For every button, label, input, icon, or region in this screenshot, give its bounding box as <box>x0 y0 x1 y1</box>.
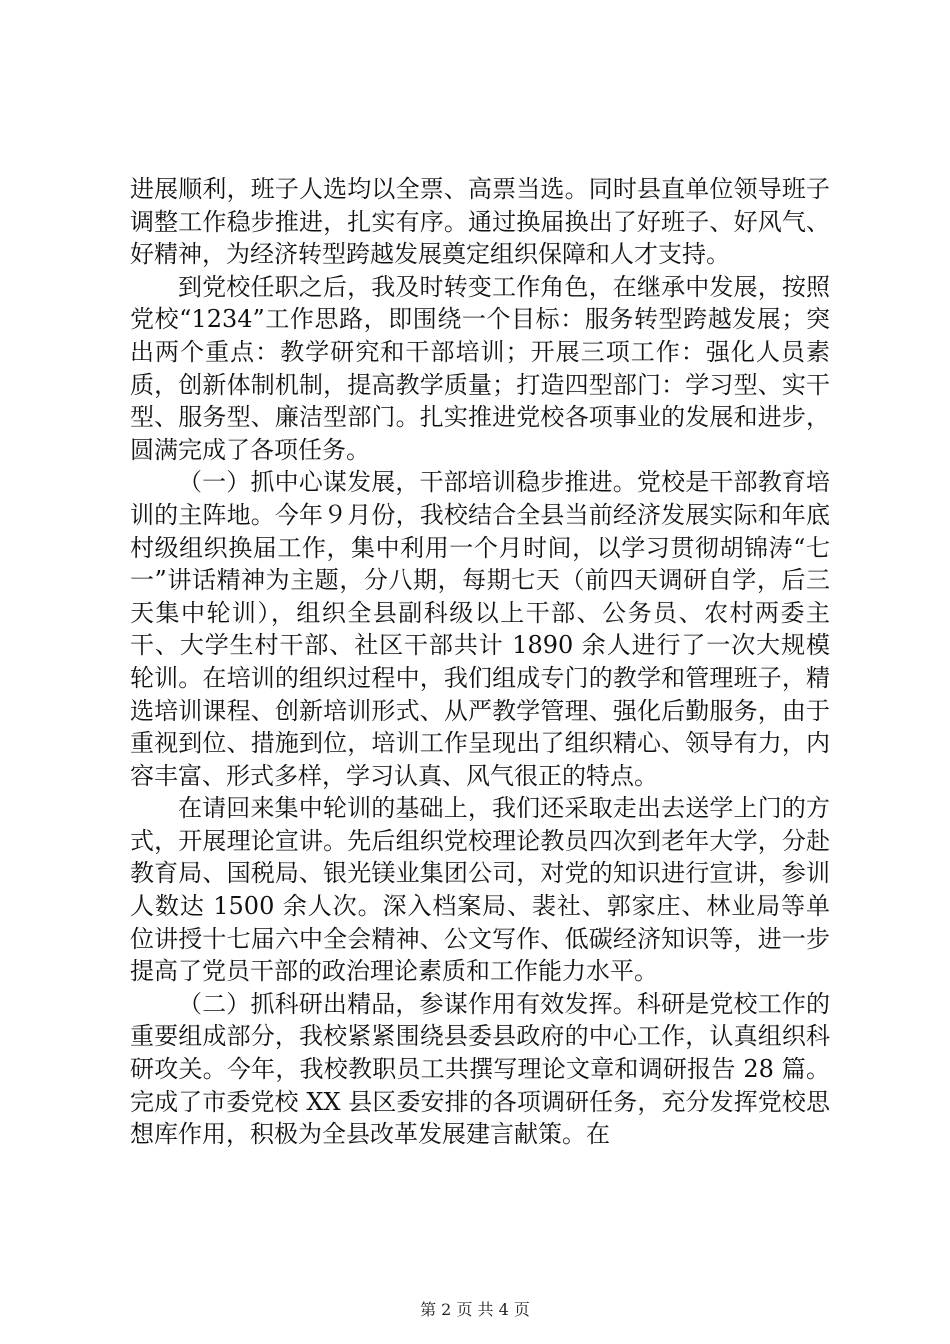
paragraph-outreach: 在请回来集中轮训的基础上，我们还采取走出去送学上门的方式，开展理论宣讲。先后组织党校理论教员四次到老年大学，分赴教育局、国税局、银光镁业集团公司，对党的知识进行宣讲，参训人数达 1500 余人次。深入档案局、裴社、郭家庄、林业局等单位讲授十七届六中全会精神、公文写作、低碳经济知识等，进一步提高了党员干部的政治理论素质和工作能力水平。 <box>130 794 830 986</box>
paragraph-work-approach: 到党校任职之后，我及时转变工作角色，在继承中发展，按照党校“1234”工作思路，即围绕一个目标：服务转型跨越发展；突出两个重点：教学研究和干部培训；开展三项工作：强化人员素质，创新体制机制，提高教学质量；打造四型部门：学习型、实干型、服务型、廉洁型部门。扎实推进党校各项事业的发展和进步，圆满完成了各项任务。 <box>130 272 830 464</box>
document-body <box>130 173 830 1151</box>
paragraph-section-two: （二）抓科研出精品，参谋作用有效发挥。科研是党校工作的重要组成部分，我校紧紧围绕县委县政府的中心工作，认真组织科研攻关。今年，我校教职员工共撰写理论文章和调研报告 28 篇。完成了市委党校 XX 县区委安排的各项调研任务，充分发挥党校思想库作用，积极为全县改革发展建言献策。在 <box>130 989 830 1149</box>
paragraph-section-one: （一）抓中心谋发展，干部培训稳步推进。党校是干部教育培训的主阵地。今年９月份，我校结合全县当前经济发展实际和年底村级组织换届工作，集中利用一个月时间，以学习贯彻胡锦涛“七一”讲话精神为主题，分八期，每期七天（前四天调研自学，后三天集中轮训），组织全县副科级以上干部、公务员、农村两委主干、大学生村干部、社区干部共计 1890 余人进行了一次大规模轮训。在培训的组织过程中，我们组成专门的教学和管理班子，精选培训课程、创新培训形式、从严教学管理、强化后勤服务，由于重视到位、措施到位，培训工作呈现出了组织精心、领导有力，内容丰富、形式多样，学习认真、风气很正的特点。 <box>130 468 830 790</box>
paragraph-continued: 进展顺利，班子人选均以全票、高票当选。同时县直单位领导班子调整工作稳步推进，扎实有序。通过换届换出了好班子、好风气、好精神，为经济转型跨越发展奠定组织保障和人才支持。 <box>130 175 830 269</box>
page-footer: 第 2 页 共 4 页 <box>420 1300 530 1319</box>
